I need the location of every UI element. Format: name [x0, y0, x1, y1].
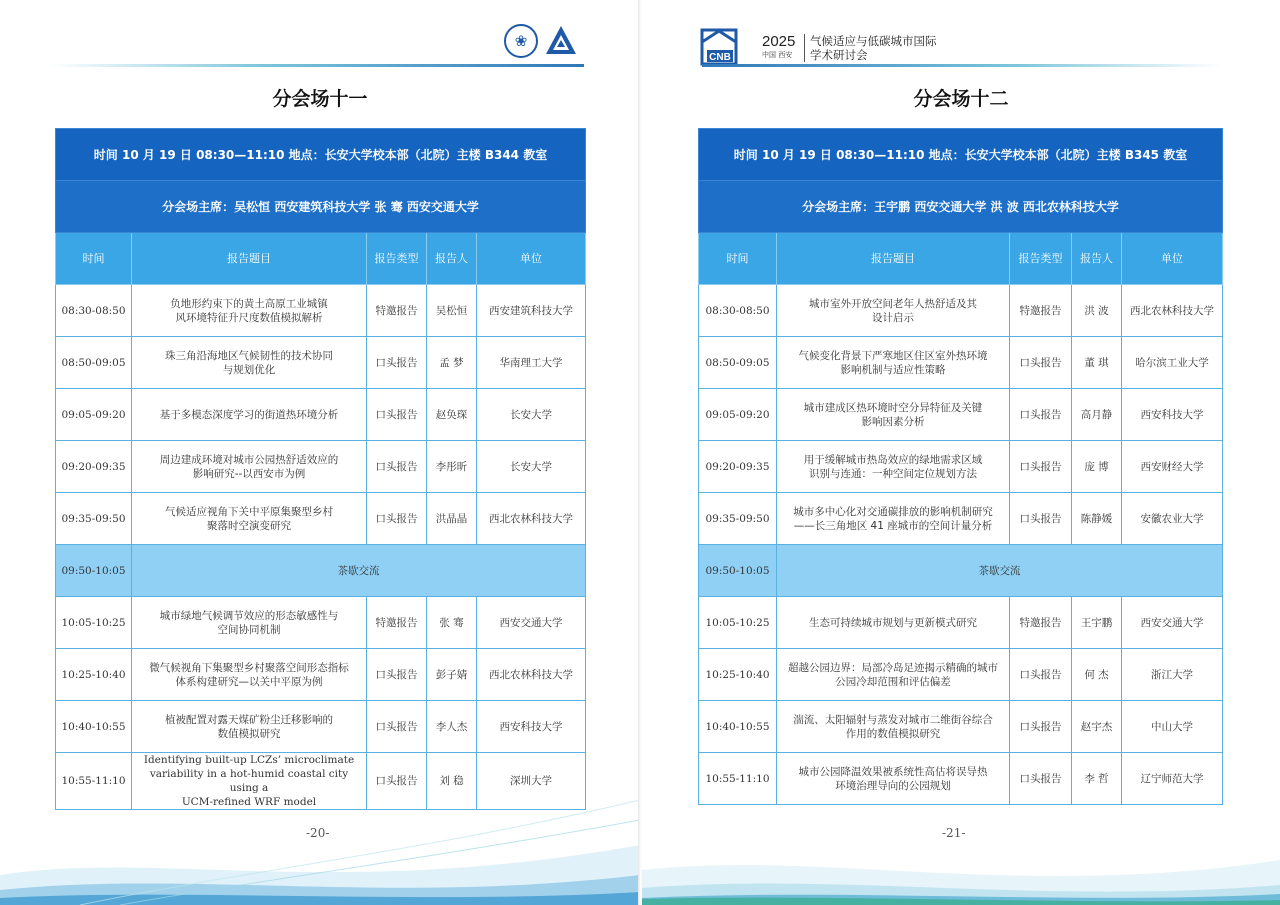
column-header: 报告题目 [132, 233, 367, 285]
row-time: 10:25-10:40 [56, 649, 132, 701]
row-type: 口头报告 [367, 441, 427, 493]
table-header [56, 233, 586, 285]
row-type: 口头报告 [367, 493, 427, 545]
session-info: 时间 10 月 19 日 08:30—11:10 地点：长安大学校本部（北院）主楼 B344 教室 [56, 129, 586, 181]
table-row [699, 701, 1223, 753]
row-time: 10:05-10:25 [699, 597, 777, 649]
row-type: 口头报告 [1010, 493, 1072, 545]
row-title: 城市公园降温效果被系统性高估将误导热 环境治理导向的公园规划 [777, 753, 1010, 805]
row-time: 10:40-10:55 [56, 701, 132, 753]
row-time: 08:50-09:05 [699, 337, 777, 389]
row-speaker: 孟 梦 [427, 337, 477, 389]
row-title: 生态可持续城市规划与更新模式研究 [777, 597, 1010, 649]
break-time: 09:50-10:05 [699, 545, 777, 597]
row-time: 09:20-09:35 [56, 441, 132, 493]
row-title: Identifying built-up LCZs’ microclimate variability in a hot-humid coastal city using a UCM-refined WRF model [132, 753, 367, 810]
row-type: 特邀报告 [1010, 597, 1072, 649]
table-row [56, 701, 586, 753]
session-info-row [699, 129, 1223, 181]
row-speaker: 李 哲 [1072, 753, 1122, 805]
row-time: 10:55-11:10 [699, 753, 777, 805]
header-rule [50, 64, 584, 67]
row-speaker: 洪晶晶 [427, 493, 477, 545]
row-speaker: 庞 博 [1072, 441, 1122, 493]
row-unit: 深圳大学 [477, 753, 586, 810]
row-title: 城市绿地气候调节效应的形态敏感性与 空间协同机制 [132, 597, 367, 649]
break-time: 09:50-10:05 [56, 545, 132, 597]
row-speaker: 李彤昕 [427, 441, 477, 493]
row-unit: 西北农林科技大学 [477, 493, 586, 545]
row-unit: 西安建筑科技大学 [477, 285, 586, 337]
table-row [699, 441, 1223, 493]
conference-title-line-1: 气候适应与低碳城市国际 [810, 34, 937, 48]
page-right [642, 0, 1280, 905]
row-unit: 长安大学 [477, 441, 586, 493]
row-speaker: 吴松恒 [427, 285, 477, 337]
row-type: 口头报告 [367, 337, 427, 389]
table-row [56, 285, 586, 337]
table-row [56, 597, 586, 649]
session-title: 分会场十一 [272, 88, 368, 110]
column-header: 时间 [699, 233, 777, 285]
row-time: 10:55-11:10 [56, 753, 132, 810]
row-speaker: 刘 稳 [427, 753, 477, 810]
break-label: 茶歇交流 [132, 545, 586, 597]
row-speaker: 陈静媛 [1072, 493, 1122, 545]
table-row [699, 597, 1223, 649]
session-chair-row [56, 181, 586, 233]
column-header: 单位 [1122, 233, 1223, 285]
row-unit: 西安交通大学 [1122, 597, 1223, 649]
row-unit: 中山大学 [1122, 701, 1223, 753]
page-number: -21- [942, 826, 966, 840]
row-unit: 长安大学 [477, 389, 586, 441]
table-row [56, 649, 586, 701]
row-speaker: 高月静 [1072, 389, 1122, 441]
session-chair-row [699, 181, 1223, 233]
row-title: 城市建成区热环境时空分异特征及关键 影响因素分析 [777, 389, 1010, 441]
row-time: 08:50-09:05 [56, 337, 132, 389]
session-info-row [56, 129, 586, 181]
table-row [699, 285, 1223, 337]
row-unit: 安徽农业大学 [1122, 493, 1223, 545]
university-seal-icon: ❀ [504, 24, 538, 58]
table-row [56, 389, 586, 441]
row-title: 周边建成环境对城市公园热舒适效应的 影响研究--以西安市为例 [132, 441, 367, 493]
row-type: 特邀报告 [367, 597, 427, 649]
row-type: 口头报告 [367, 701, 427, 753]
conference-year: 2025 [762, 33, 796, 50]
row-title: 负地形约束下的黄土高原工业城镇 风环境特征升尺度数值模拟解析 [132, 285, 367, 337]
row-type: 口头报告 [367, 389, 427, 441]
header-rule [702, 64, 1222, 67]
row-type: 口头报告 [1010, 441, 1072, 493]
conference-divider [804, 34, 805, 62]
row-time: 09:05-09:20 [699, 389, 777, 441]
schedule-table [698, 128, 1223, 805]
tea-break-row [699, 545, 1223, 597]
table-row [699, 649, 1223, 701]
cnb-logo-text: CNB [709, 52, 731, 63]
session-info: 时间 10 月 19 日 08:30—11:10 地点：长安大学校本部（北院）主楼 B345 教室 [699, 129, 1223, 181]
row-type: 口头报告 [367, 753, 427, 810]
triangle-emblem-icon [544, 24, 578, 58]
row-time: 09:05-09:20 [56, 389, 132, 441]
row-speaker: 赵奂琛 [427, 389, 477, 441]
column-header: 报告人 [427, 233, 477, 285]
row-title: 珠三角沿海地区气候韧性的技术协同 与规划优化 [132, 337, 367, 389]
row-time: 09:20-09:35 [699, 441, 777, 493]
row-unit: 西安科技大学 [477, 701, 586, 753]
row-title: 城市室外开放空间老年人热舒适及其 设计启示 [777, 285, 1010, 337]
row-title: 湍流、太阳辐射与蒸发对城市二维街谷综合 作用的数值模拟研究 [777, 701, 1010, 753]
column-header: 报告类型 [367, 233, 427, 285]
column-header: 单位 [477, 233, 586, 285]
row-unit: 西安交通大学 [477, 597, 586, 649]
row-unit: 辽宁师范大学 [1122, 753, 1223, 805]
table-row [56, 493, 586, 545]
tea-break-row [56, 545, 586, 597]
row-type: 口头报告 [1010, 753, 1072, 805]
row-time: 10:25-10:40 [699, 649, 777, 701]
table-row [56, 441, 586, 493]
table-row [699, 337, 1223, 389]
table-header [699, 233, 1223, 285]
row-type: 口头报告 [1010, 649, 1072, 701]
row-unit: 西北农林科技大学 [477, 649, 586, 701]
row-time: 08:30-08:50 [56, 285, 132, 337]
row-speaker: 彭子婧 [427, 649, 477, 701]
row-unit: 浙江大学 [1122, 649, 1223, 701]
row-type: 口头报告 [1010, 389, 1072, 441]
schedule-table [55, 128, 586, 810]
break-label: 茶歇交流 [777, 545, 1223, 597]
row-title: 气候适应视角下关中平原集聚型乡村 聚落时空演变研究 [132, 493, 367, 545]
column-header: 报告类型 [1010, 233, 1072, 285]
row-time: 09:35-09:50 [699, 493, 777, 545]
row-title: 城市多中心化对交通碳排放的影响机制研究 ——长三角地区 41 座城市的空间计量分析 [777, 493, 1010, 545]
row-unit: 西安财经大学 [1122, 441, 1223, 493]
row-title: 超越公园边界：局部冷岛足迹揭示精确的城市 公园冷却范围和评估偏差 [777, 649, 1010, 701]
session-chair: 分会场主席：吴松恒 西安建筑科技大学 张 骞 西安交通大学 [56, 181, 586, 233]
row-time: 09:35-09:50 [56, 493, 132, 545]
row-unit: 西北农林科技大学 [1122, 285, 1223, 337]
row-time: 08:30-08:50 [699, 285, 777, 337]
table-row [699, 493, 1223, 545]
row-speaker: 董 琪 [1072, 337, 1122, 389]
row-unit: 哈尔滨工业大学 [1122, 337, 1223, 389]
row-type: 特邀报告 [1010, 285, 1072, 337]
row-title: 用于缓解城市热岛效应的绿地需求区域 识别与连通：一种空间定位规划方法 [777, 441, 1010, 493]
session-chair: 分会场主席：王宇鹏 西安交通大学 洪 波 西北农林科技大学 [699, 181, 1223, 233]
row-type: 口头报告 [1010, 701, 1072, 753]
row-type: 口头报告 [367, 649, 427, 701]
column-header: 时间 [56, 233, 132, 285]
table-row [699, 389, 1223, 441]
row-speaker: 王宇鹏 [1072, 597, 1122, 649]
row-type: 特邀报告 [367, 285, 427, 337]
row-speaker: 张 骞 [427, 597, 477, 649]
row-time: 10:40-10:55 [699, 701, 777, 753]
row-unit: 华南理工大学 [477, 337, 586, 389]
page-number: -20- [306, 826, 330, 840]
cnb-logo-icon [698, 26, 740, 68]
row-unit: 西安科技大学 [1122, 389, 1223, 441]
row-title: 基于多模态深度学习的街道热环境分析 [132, 389, 367, 441]
conference-title [810, 34, 937, 62]
row-title: 微气候视角下集聚型乡村聚落空间形态指标 体系构建研究—以关中平原为例 [132, 649, 367, 701]
table-row [56, 337, 586, 389]
row-time: 10:05-10:25 [56, 597, 132, 649]
row-speaker: 洪 波 [1072, 285, 1122, 337]
row-type: 口头报告 [1010, 337, 1072, 389]
row-title: 植被配置对露天煤矿粉尘迁移影响的 数值模拟研究 [132, 701, 367, 753]
table-row [699, 753, 1223, 805]
row-speaker: 赵宇杰 [1072, 701, 1122, 753]
conference-title-line-2: 学术研讨会 [810, 48, 868, 62]
conference-location: 中国 西安 [762, 51, 793, 59]
row-title: 气候变化背景下严寒地区住区室外热环境 影响机制与适应性策略 [777, 337, 1010, 389]
row-speaker: 何 杰 [1072, 649, 1122, 701]
column-header: 报告题目 [777, 233, 1010, 285]
row-speaker: 李人杰 [427, 701, 477, 753]
column-header: 报告人 [1072, 233, 1122, 285]
session-title: 分会场十二 [913, 88, 1009, 110]
table-row [56, 753, 586, 810]
